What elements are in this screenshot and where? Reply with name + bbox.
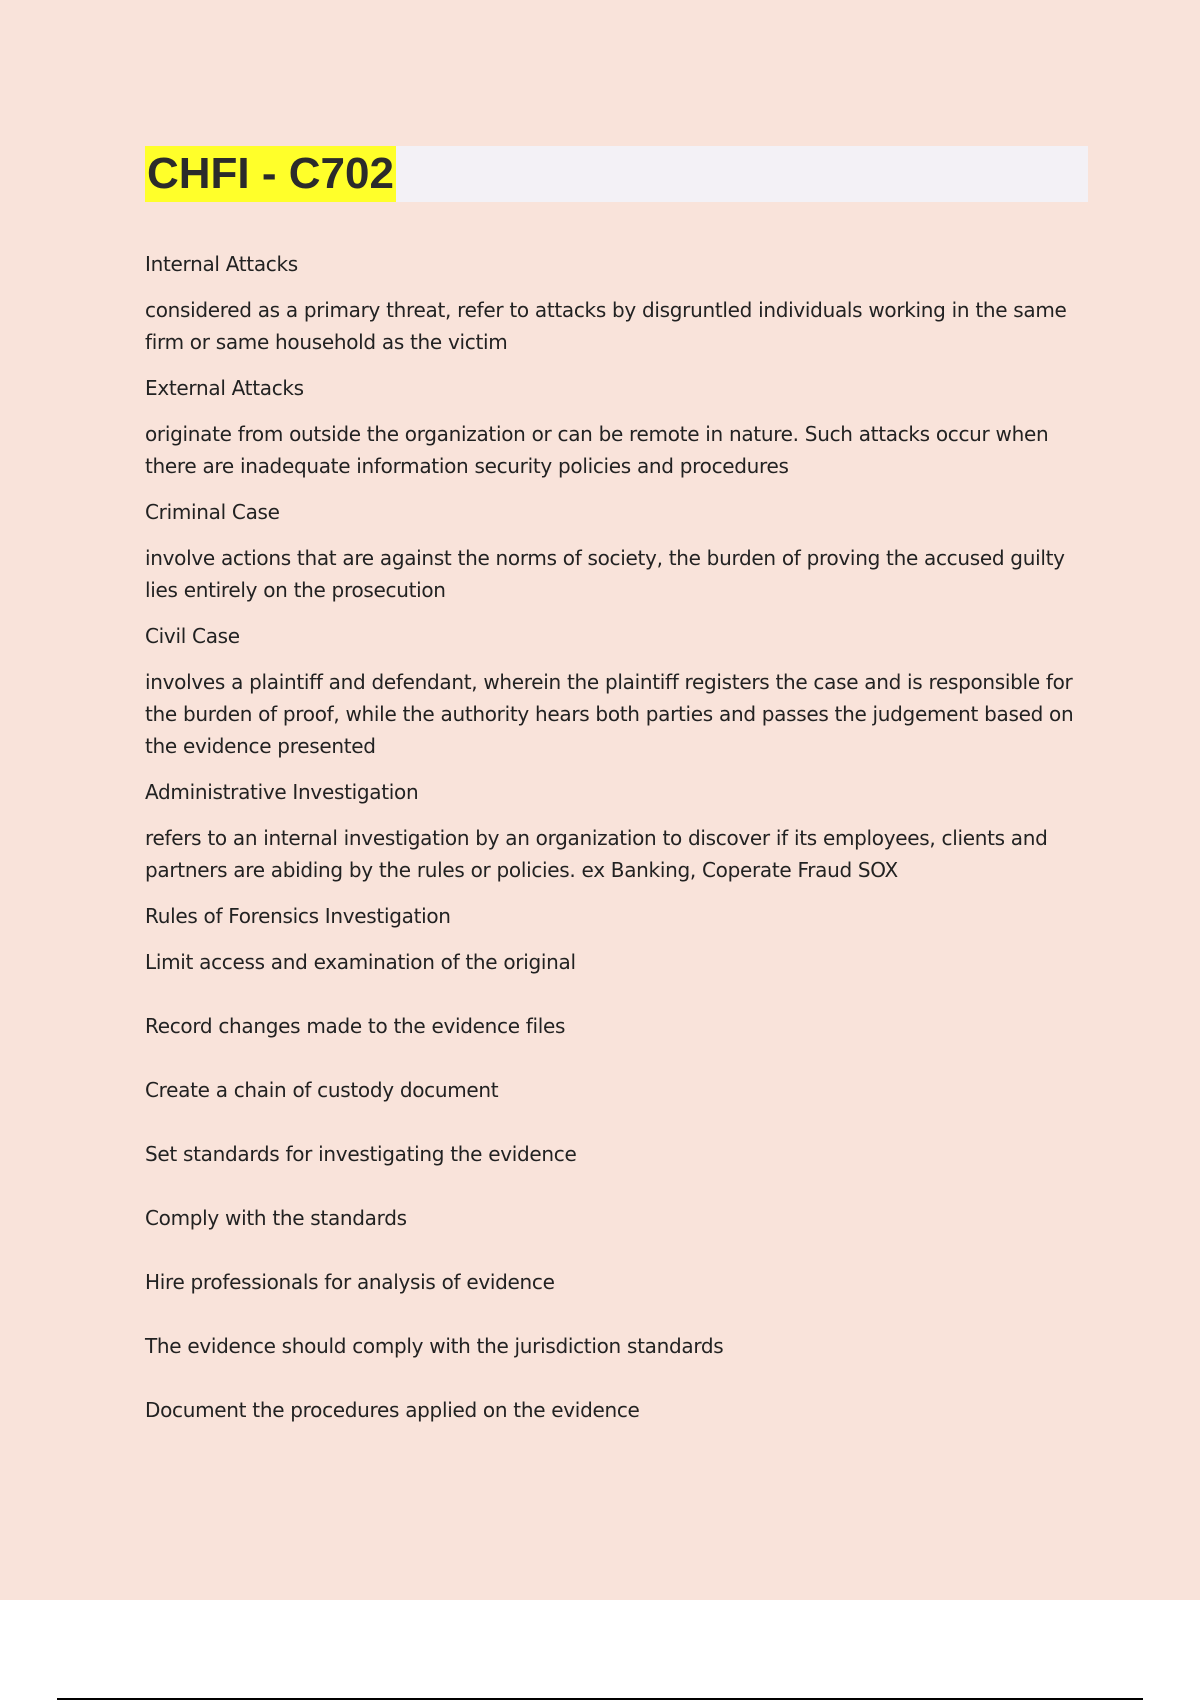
term: Internal Attacks — [145, 252, 298, 276]
entry-internal-attacks — [145, 248, 1085, 358]
entry-external-attacks — [145, 372, 1085, 482]
rules-heading: Rules of Forensics Investigation — [145, 904, 451, 928]
entry-civil-case — [145, 620, 1085, 762]
definition: refers to an internal investigation by an organization to discover if its employees, clients and partners are abiding by the rules or policies. ex Banking, Coperate Fraud SOX — [145, 826, 1048, 882]
rules-list — [145, 946, 1085, 1458]
definition: originate from outside the organization or can be remote in nature. Such attacks occur when there are inadequate information security policies and procedures — [145, 422, 1049, 478]
rule-item: Record changes made to the evidence files — [145, 1014, 566, 1038]
entry-criminal-case — [145, 496, 1085, 606]
definition: involves a plaintiff and defendant, wherein the plaintiff registers the case and is responsible for the burden of proof, while the authority hears both parties and passes the judgement based on the evidence presented — [145, 670, 1074, 758]
rule-item: The evidence should comply with the jurisdiction standards — [145, 1334, 724, 1358]
rule-item: Comply with the standards — [145, 1206, 407, 1230]
term: External Attacks — [145, 376, 304, 400]
term: Civil Case — [145, 624, 240, 648]
rule-item: Create a chain of custody document — [145, 1078, 499, 1102]
rule-item: Hire professionals for analysis of evidence — [145, 1270, 555, 1294]
rule-item: Limit access and examination of the original — [145, 950, 576, 974]
rule-item: Document the procedures applied on the evidence — [145, 1398, 640, 1422]
document-title: CHFI - C702 — [145, 146, 396, 202]
term: Administrative Investigation — [145, 780, 419, 804]
definition: considered as a primary threat, refer to attacks by disgruntled individuals working in the same firm or same household as the victim — [145, 298, 1067, 354]
entry-administrative-investigation — [145, 776, 1085, 886]
term: Criminal Case — [145, 500, 280, 524]
definition: involve actions that are against the norms of society, the burden of proving the accused guilty lies entirely on the prosecution — [145, 546, 1065, 602]
rule-item: Set standards for investigating the evidence — [145, 1142, 577, 1166]
document-content — [145, 248, 1085, 1458]
